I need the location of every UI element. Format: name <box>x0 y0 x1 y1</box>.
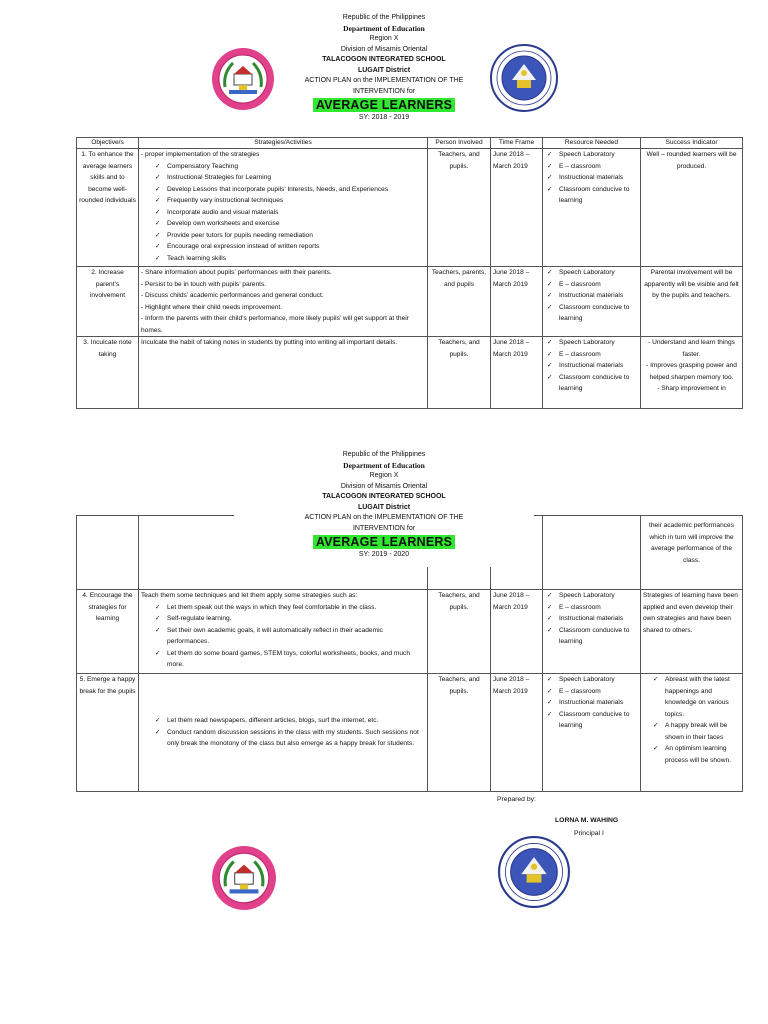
list-item: ✓ Instructional materials <box>559 290 638 302</box>
person-cell: Teachers, parents, and pupils <box>428 267 491 337</box>
list-item: ✓ Speech Laboratory <box>559 674 638 686</box>
resource-cell <box>543 149 641 267</box>
average-learners-highlight: AVERAGE LEARNERS <box>313 98 455 112</box>
district-label: LUGAIT District <box>357 66 411 74</box>
list-item: ✓ Instructional Strategies for Learning <box>167 172 425 184</box>
plan-title-line1: ACTION PLAN on the IMPLEMENTATION OF THE <box>304 77 464 84</box>
list-item: ✓ E – classroom <box>559 279 638 291</box>
empty-cell <box>77 516 139 590</box>
success-cell <box>641 337 743 409</box>
empty-cell <box>543 516 641 590</box>
objective-cell: 2. Increase parent’s involvement <box>77 267 139 337</box>
resource-cell <box>543 267 641 337</box>
time-cell: June 2018 – March 2019 <box>491 149 543 267</box>
school-year: SY: 2019 - 2020 <box>358 551 410 558</box>
success-cell: their academic performances which in turn will improve the average performance of the class. <box>641 516 743 590</box>
list-item: ✓ E – classroom <box>559 686 638 698</box>
list-item: ✓ Instructional materials <box>559 172 638 184</box>
republic-label: Republic of the Philippines <box>342 14 426 21</box>
list-item: ✓ Instructional materials <box>559 360 638 372</box>
strategy-cell <box>139 267 428 337</box>
list-item: ✓ Provide peer tutors for pupils needing remediation <box>167 230 425 242</box>
plan-title-line2: INTERVENTION for <box>352 87 416 95</box>
success-line: - Sharp improvement in <box>657 385 726 392</box>
objective-cell: 3. Inculcate note taking <box>77 337 139 409</box>
signatory-title: Principal I <box>574 830 604 837</box>
col-header: Success Indicator <box>641 138 743 149</box>
success-cell: Parental involvement will be apparently will be visible and felt by the pupils and teachers. <box>641 267 743 337</box>
table-row <box>77 267 743 337</box>
col-header: Resource Needed <box>543 138 641 149</box>
person-cell: Teachers, and pupils. <box>428 590 491 674</box>
person-cell: Teachers, and pupils. <box>428 674 491 792</box>
strategy-line: - Discuss childs’ academic performances and general conduct. <box>141 292 324 299</box>
list-item: ✓ Speech Laboratory <box>559 337 638 349</box>
resource-cell <box>543 674 641 792</box>
resource-cell <box>543 590 641 674</box>
division-label: Division of Misamis Oriental <box>340 482 428 490</box>
signatory-name: LORNA M. WAHING <box>555 817 619 824</box>
list-item: ✓ Let them read newspapers, different articles, blogs, surf the internet, etc. <box>167 715 425 727</box>
strategy-intro: - proper implementation of the strategies <box>141 151 260 158</box>
resource-list <box>545 149 638 207</box>
list-item: ✓ Classroom conducive to learning <box>559 302 638 325</box>
deped-seal-icon <box>490 44 558 112</box>
page1-header <box>234 13 534 124</box>
success-cell: Strategies of learning have been applied and even develop their own strategies and have been shared to others. <box>641 590 743 674</box>
list-item: ✓ Conduct random discussion sessions in the class with my students. Such sessions not only break the monotony of the class but also emerge as a happy break for students. <box>167 727 425 750</box>
col-header: Strategies/Activities <box>139 138 428 149</box>
division-label: Division of Misamis Oriental <box>340 45 428 53</box>
school-name: TALACOGON INTEGRATED SCHOOL <box>322 493 446 500</box>
strategy-line: - Persist to be in touch with pupils’ parents. <box>141 280 267 288</box>
col-header: Time Frame <box>491 138 543 149</box>
list-item: ✓ Classroom conducive to learning <box>559 372 638 395</box>
list-item: ✓ Incorporate audio and visual materials <box>167 207 425 219</box>
time-cell: June 2018 – March 2019 <box>491 674 543 792</box>
list-item: ✓ An optimism learning process will be shown. <box>665 743 740 766</box>
list-item: ✓ Speech Laboratory <box>559 149 638 161</box>
list-item: ✓ Speech Laboratory <box>559 590 638 602</box>
list-item: ✓ Self-regulate learning. <box>167 613 425 625</box>
objective-cell: 5. Emerge a happy break for the pupils <box>77 674 139 792</box>
resource-list <box>545 590 638 648</box>
resource-list <box>545 267 638 325</box>
list-item: ✓ Instructional materials <box>559 697 638 709</box>
list-item: ✓ Teach learning skills <box>167 253 425 265</box>
list-item: ✓ Develop own worksheets and exercise <box>167 218 425 230</box>
republic-label: Republic of the Philippines <box>342 451 426 458</box>
table-row <box>77 149 743 267</box>
time-cell: June 2018 – March 2019 <box>491 590 543 674</box>
success-cell <box>641 674 743 792</box>
list-item: ✓ Let them do some board games, STEM toys, colorful worksheets, books, and much more. <box>167 648 425 671</box>
department-label: Department of Education <box>343 23 425 33</box>
strategy-cell <box>139 674 428 792</box>
school-seal-icon <box>211 47 275 111</box>
objective-cell: 1. To enhance the average learners skills and to become well-rounded individuals <box>77 149 139 267</box>
list-item: ✓ Set their own academic goals, it will automatically reflect in their academic performances. <box>167 625 425 648</box>
list-item: ✓ Develop Lessons that incorporate pupils’ Interests, Needs, and Experiences <box>167 184 425 196</box>
time-cell: June 2018 – March 2019 <box>491 267 543 337</box>
success-line: - Improves grasping power and helped sharpen memory too. <box>646 362 737 381</box>
list-item: ✓ Frequently vary instructional techniques <box>167 195 425 207</box>
strategy-cell <box>139 590 428 674</box>
action-plan-table-page1 <box>76 137 743 409</box>
school-seal-icon <box>211 845 277 911</box>
list-item: ✓ Classroom conducive to learning <box>559 184 638 207</box>
list-item: ✓ Instructional materials <box>559 613 638 625</box>
district-label: LUGAIT District <box>357 503 411 511</box>
strategy-intro: Teach them some techniques and let them apply some strategies such as: <box>141 592 358 599</box>
region-label: Region X <box>369 472 399 479</box>
list-item: ✓ Speech Laboratory <box>559 267 638 279</box>
table-header-row <box>77 138 743 149</box>
list-item: ✓ E – classroom <box>559 349 638 361</box>
strategy-line: - Highlight where their child needs improvement. <box>141 303 283 311</box>
strategy-list <box>141 715 425 750</box>
resource-list <box>545 337 638 395</box>
region-label: Region X <box>369 35 399 42</box>
list-item: ✓ E – classroom <box>559 602 638 614</box>
success-list <box>643 674 740 766</box>
time-cell: June 2018 – March 2019 <box>491 337 543 409</box>
strategy-line: - Inform the parents with their child’s performance, more likely pupils’ will get support at their homes. <box>141 315 409 334</box>
strategy-cell <box>139 149 428 267</box>
list-item: ✓ Classroom conducive to learning <box>559 709 638 732</box>
resource-cell <box>543 337 641 409</box>
table-row <box>77 674 743 792</box>
success-line: - Understand and learn things faster. <box>648 339 735 358</box>
list-item: ✓ E – classroom <box>559 161 638 173</box>
strategy-list <box>141 602 425 671</box>
person-cell: Teachers, and pupils. <box>428 149 491 267</box>
school-name: TALACOGON INTEGRATED SCHOOL <box>322 56 446 63</box>
prepared-by-label: Prepared by: <box>497 796 536 803</box>
list-item: ✓ Let them speak out the ways in which they feel comfortable in the class. <box>167 602 425 614</box>
table-row <box>77 337 743 409</box>
resource-list <box>545 674 638 732</box>
list-item: ✓ A happy break will be shown in their faces <box>665 720 740 743</box>
list-item: ✓ Compensatory Teaching <box>167 161 425 173</box>
person-cell: Teachers, and pupils. <box>428 337 491 409</box>
page2-header <box>234 450 534 567</box>
col-header: Objective/s <box>77 138 139 149</box>
plan-title-line2: INTERVENTION for <box>352 524 416 532</box>
department-label: Department of Education <box>343 460 425 470</box>
strategy-line: - Share information about pupils’ performances with their parents. <box>141 269 332 276</box>
list-item: ✓ Abreast with the latest happenings and knowledge on various topics. <box>665 674 740 720</box>
deped-seal-icon <box>498 836 570 908</box>
success-cell: Well – rounded learners will be produced. <box>641 149 743 267</box>
table-row <box>77 590 743 674</box>
school-year: SY: 2018 - 2019 <box>358 114 410 121</box>
plan-title-line1: ACTION PLAN on the IMPLEMENTATION OF THE <box>304 514 464 521</box>
list-item: ✓ Classroom conducive to learning <box>559 625 638 648</box>
list-item: ✓ Encourage oral expression instead of written reports <box>167 241 425 253</box>
strategy-cell: Inculcate the habit of taking notes in students by putting into writing all important details. <box>139 337 428 409</box>
objective-cell: 4. Encourage the strategies for learning <box>77 590 139 674</box>
col-header: Person Involved <box>428 138 491 149</box>
average-learners-highlight: AVERAGE LEARNERS <box>313 535 455 549</box>
strategy-list <box>141 161 425 265</box>
